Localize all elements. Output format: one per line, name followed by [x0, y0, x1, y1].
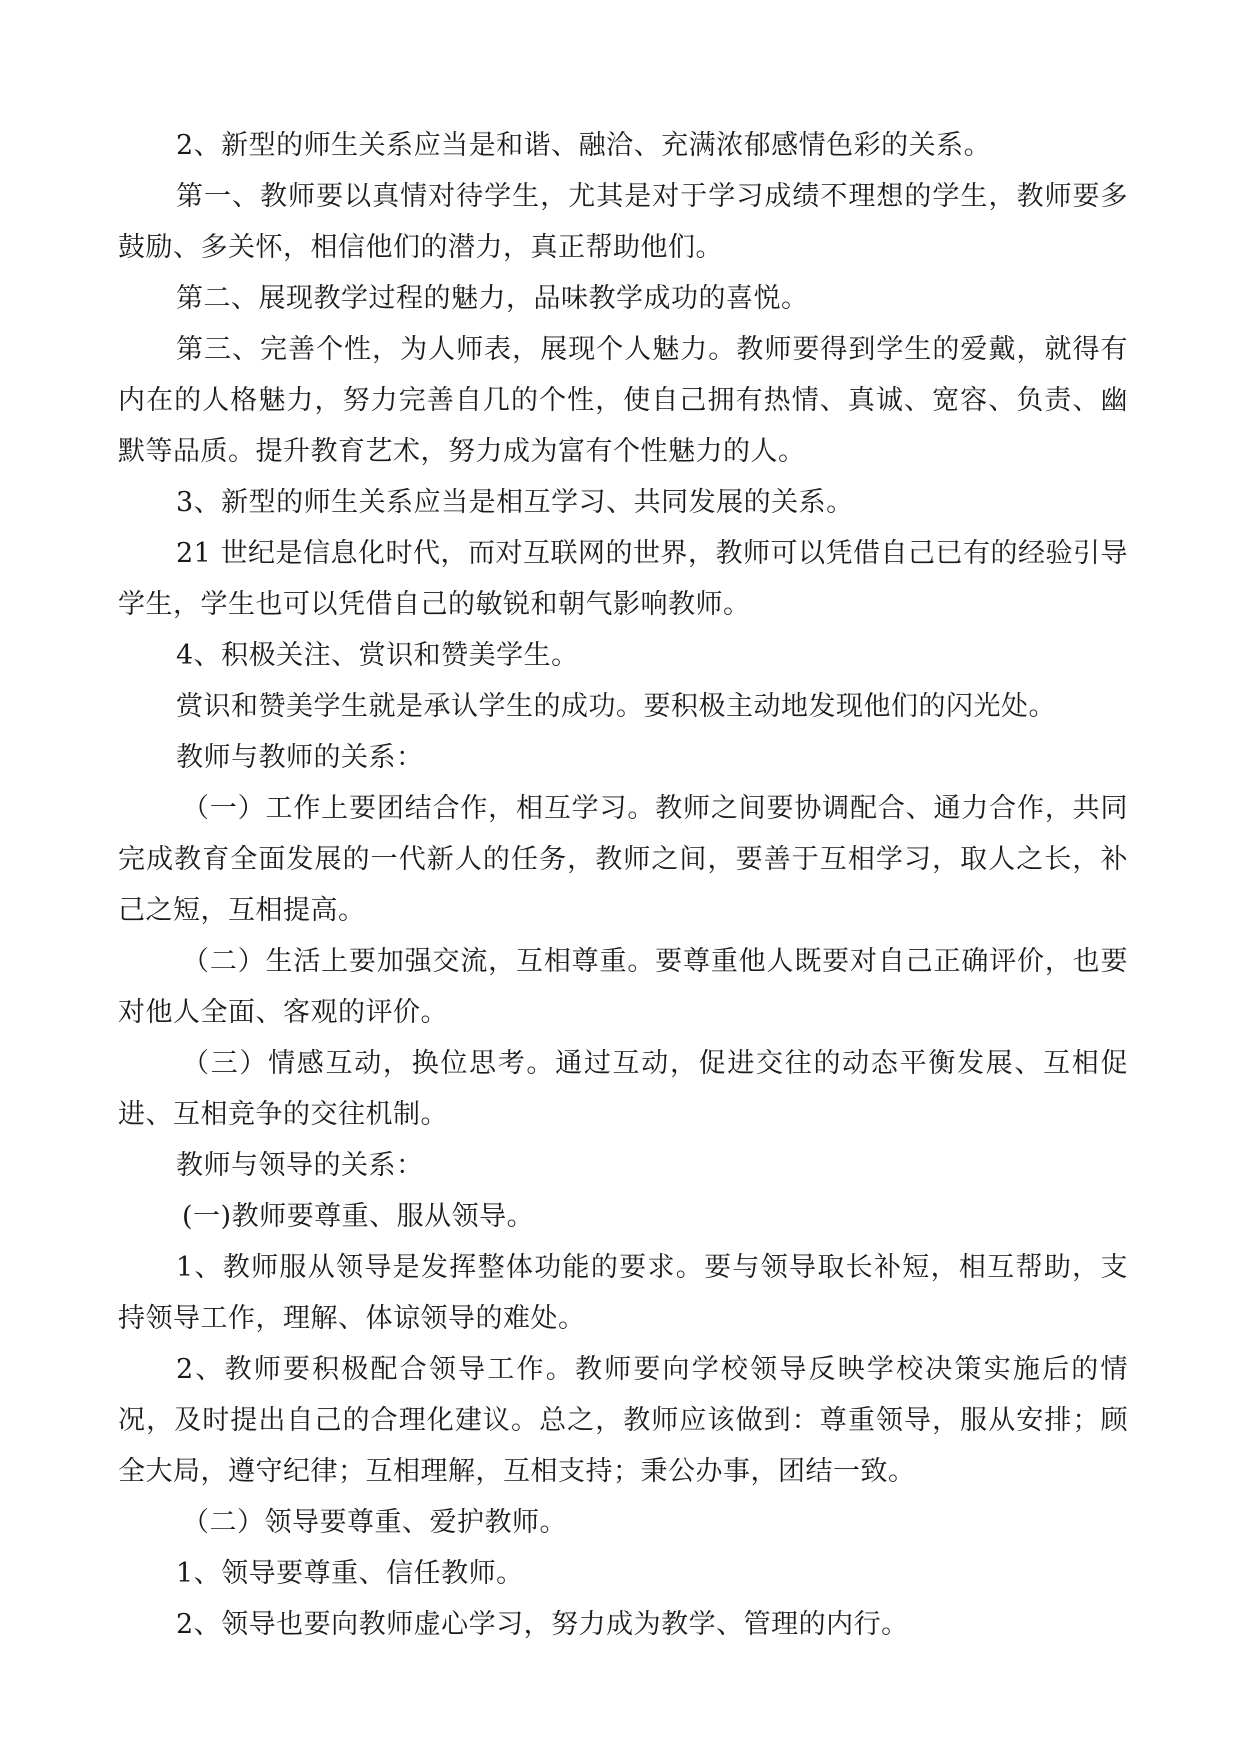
paragraph-3: 第二、展现教学过程的魅力，品味教学成功的喜悦。: [176, 283, 809, 314]
section-heading-teacher-leader: 教师与领导的关系：: [176, 1150, 424, 1181]
paragraph-8: 赏识和赞美学生就是承认学生的成功。要积极主动地发现他们的闪光处。: [176, 691, 1056, 722]
paragraph-17: （二）领导要尊重、爱护教师。: [182, 1507, 567, 1538]
paragraph-10: （一）工作上要团结合作，相互学习。教师之间要协调配合、通力合作，共同完成教育全面发展的一代新人的任务，教师之间，要善于互相学习，取人之长，补己之短，互相提高。: [118, 793, 1128, 926]
paragraph-18: 1、领导要尊重、信任教师。: [176, 1558, 524, 1589]
paragraph-11: （二）生活上要加强交流，互相尊重。要尊重他人既要对自己正确评价，也要对他人全面、客观的评价。: [118, 946, 1128, 1028]
paragraph-16: 2、教师要积极配合领导工作。教师要向学校领导反映学校决策实施后的情况，及时提出自己的合理化建议。总之，教师应该做到：尊重领导，服从安排；顾全大局，遵守纪律；互相理解，互相支持；秉公办事，团结一致。: [118, 1354, 1128, 1487]
paragraph-12: （三）情感互动，换位思考。通过互动，促进交往的动态平衡发展、互相促进、互相竞争的交往机制。: [118, 1048, 1128, 1130]
paragraph-2: 第一、教师要以真情对待学生，尤其是对于学习成绩不理想的学生，教师要多鼓励、多关怀，相信他们的潜力，真正帮助他们。: [118, 181, 1128, 263]
paragraph-5: 3、新型的师生关系应当是相互学习、共同发展的关系。: [176, 487, 854, 518]
paragraph-1: 2、新型的师生关系应当是和谐、融洽、充满浓郁感情色彩的关系。: [176, 130, 992, 161]
paragraph-14: (一)教师要尊重、服从领导。: [182, 1201, 535, 1232]
paragraph-4: 第三、完善个性，为人师表，展现个人魅力。教师要得到学生的爱戴，就得有内在的人格魅力，努力完善自几的个性，使自己拥有热情、真诚、宽容、负责、幽默等品质。提升教育艺术，努力成为富有个性魅力的人。: [118, 334, 1128, 467]
section-heading-teacher-teacher: 教师与教师的关系：: [176, 742, 424, 773]
paragraph-15: 1、教师服从领导是发挥整体功能的要求。要与领导取长补短，相互帮助，支持领导工作，理解、体谅领导的难处。: [118, 1252, 1128, 1334]
document-body: [118, 120, 1128, 1650]
paragraph-7: 4、积极关注、赏识和赞美学生。: [176, 640, 579, 671]
paragraph-6: 21 世纪是信息化时代，而对互联网的世界，教师可以凭借自己已有的经验引导学生，学生也可以凭借自己的敏锐和朝气影响教师。: [118, 538, 1128, 620]
paragraph-19: 2、领导也要向教师虚心学习，努力成为教学、管理的内行。: [176, 1609, 909, 1640]
